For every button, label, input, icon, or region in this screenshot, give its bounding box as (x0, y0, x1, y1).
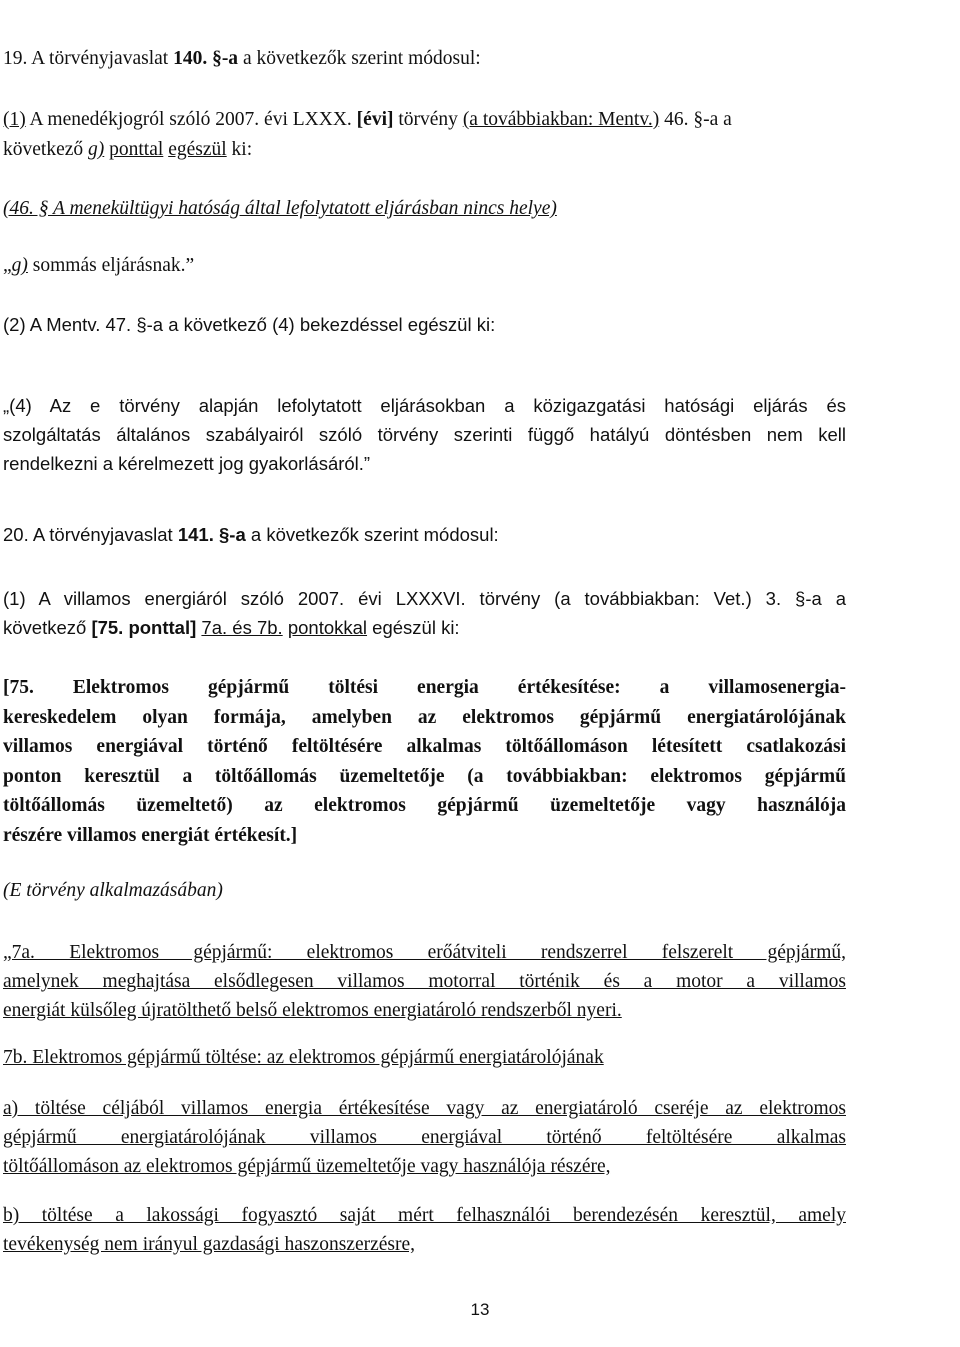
quote-line: rendelkezni a kérelmezett jog gyakorlásáról.” (3, 453, 371, 474)
bold-line: kereskedelem olyan formája, amelyben az elektromos gépjármű energiatárolójának (3, 706, 846, 728)
bold-line: villamos energiával történő feltöltésére alkalmas töltőállomáson létesített csatlakozási (3, 736, 846, 757)
article-number: 141. (177, 524, 214, 545)
text-line: tevékenység nem irányul gazdasági haszonszerzésre, (3, 1234, 416, 1255)
page-number: 13 (470, 1300, 490, 1319)
point-a (3, 1094, 846, 1181)
quote-46-context: (46. § A menekültügyi hatóság által lefolytatott eljárásban nincs helye) (3, 198, 557, 219)
point-ref: g) (88, 139, 105, 160)
bold-line: töltőállomás üzemeltető) az elektromos gépjármű üzemeltetője vagy használója (3, 795, 846, 816)
inserted-text: egészül (168, 139, 227, 160)
quote-mark: „ (3, 255, 12, 276)
section-20-heading (3, 524, 499, 546)
heading-text: a következők szerint módosul: (238, 48, 481, 69)
article-number: 140. (173, 48, 208, 69)
text-line: energiát külsőleg újratölthető belső elektromos energiatároló rendszerből nyeri. (3, 1000, 622, 1021)
deleted-text: [75. ponttal] (91, 617, 197, 638)
bold-line: részére villamos energiát értékesít.] (3, 824, 298, 846)
text: 46. §-a a (659, 109, 732, 130)
text-line: töltőállomáson az elektromos gépjármű üzemeltetője vagy használója részére, (3, 1156, 611, 1177)
definition-7a (3, 938, 846, 1025)
text-line (3, 613, 846, 642)
bold-line: [75. Elektromos gépjármű töltési energia értékesítése: a villamosenergia- (3, 677, 846, 698)
context-italic: (E törvény alkalmazásában) (3, 880, 223, 901)
quote-point-g (3, 254, 194, 277)
deleted-definition-75 (3, 673, 846, 850)
quote-4-block (3, 391, 846, 478)
quote-line: szolgáltatás általános szabályairól szóló törvény szerinti függő hatályú döntésben nem kell (3, 424, 846, 445)
text-line: „7a. Elektromos gépjármű: elektromos erőátviteli rendszerrel felszerelt gépjármű, (3, 942, 846, 963)
heading-text: a következők szerint módosul: (245, 524, 499, 545)
inserted-text: 7a. és 7b. (201, 617, 283, 638)
section-19-heading (3, 47, 481, 70)
text: sommás eljárásnak.” (27, 255, 195, 276)
bold-line: ponton keresztül a töltőállomás üzemeltetője (a továbbiakban: elektromos gépjármű (3, 765, 846, 787)
text-line: a) töltése céljából villamos energia értékesítése vagy az energiatároló cseréje az elektromos (3, 1098, 846, 1119)
text: egészül ki: (367, 617, 460, 638)
inserted-text: (a továbbiakban: Mentv.) (462, 109, 660, 130)
text: A menedékjogról szóló 2007. évi LXXX. (25, 109, 357, 130)
text: következő (3, 139, 89, 160)
section-ref: §-a (219, 524, 246, 545)
inserted-text: pontokkal (287, 617, 368, 638)
inserted-text: ponttal (109, 139, 164, 160)
text-line: amelynek meghajtása elsődlegesen villamos motorral történik és a motor a villamos (3, 971, 846, 992)
paragraph-19-2: (2) A Mentv. 47. §-a a következő (4) bekezdéssel egészül ki: (3, 314, 496, 335)
paragraph-19-1-line-1 (3, 108, 732, 131)
paragraph-number: (1) (3, 109, 26, 130)
heading-text: 19. A törvényjavaslat (3, 48, 174, 69)
heading-text: 20. A törvényjavaslat (3, 524, 178, 545)
paragraph-20-1-block (3, 584, 846, 642)
text: következő (3, 617, 92, 638)
text-line: gépjármű energiatárolójának villamos energiával történő feltöltésére alkalmas (3, 1127, 846, 1148)
text: törvény (393, 109, 463, 130)
text-line: (1) A villamos energiáról szóló 2007. évi LXXXVI. törvény (a továbbiakban: Vet.) 3. §-a a (3, 588, 846, 609)
point-b (3, 1201, 846, 1259)
paragraph-19-1-line-2 (3, 138, 252, 161)
deleted-text: [évi] (356, 109, 394, 130)
quote-line: „(4) Az e törvény alapján lefolytatott eljárásokban a közigazgatási hatósági eljárás és (3, 395, 846, 416)
definition-7b: 7b. Elektromos gépjármű töltése: az elektromos gépjármű energiatárolójának (3, 1047, 604, 1068)
text: ki: (226, 139, 253, 160)
point-ref: g) (11, 255, 28, 276)
section-ref: §-a (212, 48, 239, 69)
text-line: b) töltése a lakossági fogyasztó saját mért felhasználói berendezésén keresztül, amely (3, 1205, 846, 1226)
